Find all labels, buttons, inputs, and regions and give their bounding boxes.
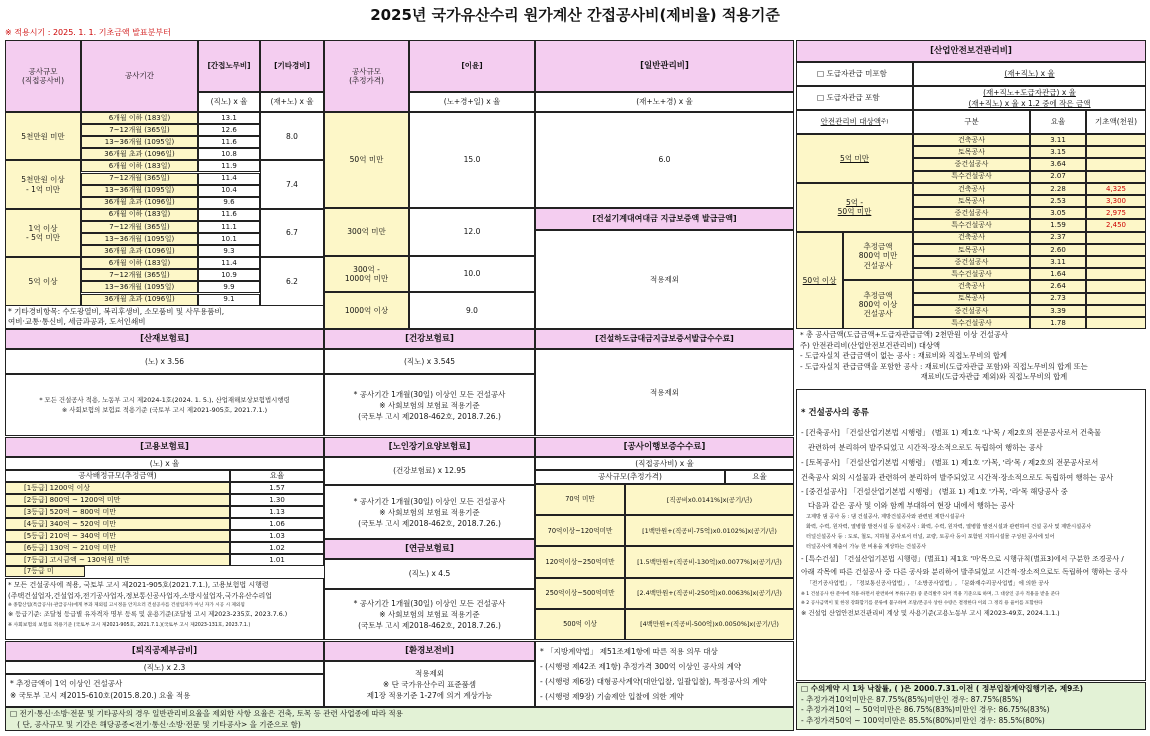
employment-grade-cell: [7등급] 고시금액 ~ 130억원 미만 — [5, 554, 230, 566]
period-cell: 7~12개월 (365일) — [81, 124, 198, 136]
construction-type-line: 건축공사 외의 시설물과 관련하여 분리하여 발주되었고 시간적·장소적으로도 독립하여 행하는 공사 — [801, 472, 1114, 482]
employment-insurance-formula: (노) x 율 — [5, 457, 324, 470]
other-rate-cell: 6.7 — [260, 209, 324, 257]
period-cell: 13~36개월 (1095일) — [81, 281, 198, 293]
employment-grade-cell: [5등급] 210억 ~ 340억 미만 — [5, 530, 230, 542]
safety-rate-cell: 3.05 — [1030, 207, 1086, 219]
page-title: 2025년 국가유산수리 원가계산 간접공사비(제비율) 적용기준 — [370, 6, 780, 24]
safety-rate-cell: 3.15 — [1030, 146, 1086, 158]
profit-row-rate: 9.0 — [409, 292, 535, 329]
footer-line: ( 단, 공사규모 및 기간은 해당공종<전기·통신·소방·전문 및 기타공사> 을 기준으로 함) — [10, 719, 301, 729]
period-cell: 7~12개월 (365일) — [81, 221, 198, 233]
safety-subscale-cell: 추정금액 800억 이상 건설공사 — [843, 280, 913, 329]
labor-rate-cell: 9.9 — [198, 281, 260, 293]
labor-rate-cell: 11.1 — [198, 221, 260, 233]
employment-header-scale: 공사배정규모(추정금액) — [5, 470, 230, 482]
period-header: 공사기간 — [81, 40, 198, 112]
safety-management-section — [796, 40, 1146, 329]
profit-row-rate: 15.0 — [409, 112, 535, 208]
construction-type-line: 다음과 같은 공사 및 이와 함께 부대하여 현장 내에서 행하는 공사 — [801, 500, 1015, 510]
safety-type-cell: 특수건설공사 — [913, 317, 1030, 329]
employment-note: ※ 사회보험의 보험료 적용기준 (국토부 고시 제2021-905호, 2021.7.1.)(국토부 고시 제2023-131호, 2023.7.1.) — [8, 622, 251, 628]
profit-formula: (노+경+일) x 율 — [409, 92, 535, 112]
other-header: [기타경비] — [260, 40, 324, 92]
profit-row-scale: 1000억 이상 — [324, 292, 409, 329]
employment-rate-cell: 1.02 — [230, 542, 324, 554]
safety-type-cell: 중건설공사 — [913, 305, 1030, 317]
negotiated-contract-note — [796, 682, 1146, 730]
period-cell: 13~36개월 (1095일) — [81, 185, 198, 197]
safety-rate-header: 요율 — [1030, 110, 1086, 134]
other-expense-note: * 기타경비항목: 수도광열비, 복리후생비, 소모품비 및 사무용품비, 여비·교통·통신비, 세금과공과, 도서인쇄비 — [5, 305, 324, 329]
employment-note: (주택건설업자,건설업자,전기공사업자,정보통신공사업자,소방시설업자,국가유산수리업 — [8, 591, 273, 600]
employment-grade-cell: [3등급] 520억 ~ 800억 미만 — [5, 506, 230, 518]
construction-type-line: 관련하여 분리하여 발주되었고 시간적·장소적으로도 독립하여 행하는 공사 — [801, 442, 1043, 452]
environment-header: [환경보전비] — [324, 641, 535, 661]
construction-type-line: - [특수건설] 「건설산업기본법 시행령」(별표1) 제1호 '마'목으로 시행규칙(별표3)에서 구분한 조경공사 / — [801, 554, 1124, 563]
period-cell: 7~12개월 (365일) — [81, 173, 198, 185]
guarantee-rate-cell: [1.5백만원+(직공비-130억)x0.0077%]x(공기/년) — [625, 546, 794, 577]
employment-grade-cell: [1등급] 1200억 이상 — [5, 482, 230, 494]
guarantee-header-scale: 공사규모(추정가격) — [535, 470, 725, 484]
special-note: - (시행령 제42조 제1항) 추정가격 300억 이상인 공사의 계약 — [540, 662, 742, 671]
safety-type-cell: 특수건설공사 — [913, 171, 1030, 183]
safety-base-cell — [1086, 232, 1146, 244]
safety-rate-cell: 2.64 — [1030, 280, 1086, 292]
profit-row-rate: 12.0 — [409, 208, 535, 256]
safety-base-cell — [1086, 268, 1146, 280]
elderly-care-insurance-formula: (건강보험료) x 12.95 — [324, 457, 535, 485]
scale-cell: 5천만원 이상 - 1억 미만 — [5, 160, 81, 208]
machine-guarantee-value: 적용제외 — [535, 230, 794, 329]
special-contract-notes — [535, 641, 794, 707]
labor-rate-cell: 13.1 — [198, 112, 260, 124]
labor-other-table — [5, 40, 324, 326]
employment-header-rate: 요율 — [230, 470, 324, 482]
labor-rate-cell: 11.9 — [198, 160, 260, 172]
general-admin-header: [일반관리비] — [535, 40, 794, 92]
safety-type-cell: 특수건설공사 — [913, 268, 1030, 280]
construction-type-line: - [토목공사] 「건설산업기본법 시행령」 (별표 1) 제1호 '가목, '라'목 / 제2호의 전문공사로서 — [801, 457, 1099, 467]
profit-row-rate: 10.0 — [409, 256, 535, 292]
employment-grade-cell: [4등급] 340억 ~ 520억 미만 — [5, 518, 230, 530]
safety-rate-cell: 3.11 — [1030, 256, 1086, 268]
safety-rate-cell: 2.28 — [1030, 183, 1086, 195]
guarantee-scale-cell: 70억이상~120억미만 — [535, 515, 625, 546]
labor-rate-cell: 10.8 — [198, 148, 260, 160]
employment-insurance-notes — [5, 578, 324, 640]
employment-rate-cell: 1.57 — [230, 482, 324, 494]
construction-type-title: * 건설공사의 종류 — [801, 408, 869, 418]
safety-note: 주) 안전관리비(산업안전보건관리비) 대상액 — [800, 340, 941, 350]
guarantee-rate-cell: [1백만원+(직공비-75억)x0.0102%]x(공기/년) — [625, 515, 794, 546]
profit-row-scale: 300억 - 1000억 미만 — [324, 256, 409, 292]
construction-type-line: 화력, 수력, 원자력, 열병합 발전시설 등 설치공사 : 화력, 수력, 원자력, 열병합 발전시설과 관련하여 건설 공사 및 제반시설공사 — [801, 523, 1092, 530]
retirement-fund-formula: (직노) x 2.3 — [5, 661, 324, 674]
employment-rate-cell: 1.13 — [230, 506, 324, 518]
scale-cell: 5천만원 미만 — [5, 112, 81, 160]
footer-note — [5, 707, 794, 731]
guarantee-rate-cell: [2.4백만원+(직공비-250억)x0.0063%]x(공기/년) — [625, 578, 794, 609]
safety-note: - 도급자실치 관급금액이 없는 공사 : 재료비와 직접노무비의 합계 — [800, 351, 1007, 360]
safety-rate-cell: 3.11 — [1030, 134, 1086, 146]
special-note: - (시행령 제9장) 기술제안 입찰에 의한 계약 — [540, 692, 684, 701]
contract-note-line: - 추정가격10억 ~ 50억미만은 86.75%(83%)미만인 경우: 86.75%(83%) — [801, 705, 1050, 714]
performance-guarantee-formula: (직접공사비) x 율 — [535, 457, 794, 470]
construction-type-section — [796, 389, 1146, 681]
general-admin-formula: (재+노+경) x 율 — [535, 92, 794, 112]
safety-base-cell: 4,325 — [1086, 183, 1146, 195]
safety-rate-cell: 2.53 — [1030, 195, 1086, 207]
construction-type-line: ※ 1 건설공사 한 분야에 적용·하면서 관련하여 부류(구분) 중 분리발주 되어 적용 기준으로 하며, 그 대상인 공사 적용을 받을 준다 — [801, 591, 1060, 597]
labor-rate-cell: 10.9 — [198, 269, 260, 281]
safety-rate-cell: 2.60 — [1030, 244, 1086, 256]
employment-rate-cell: 1.06 — [230, 518, 324, 530]
scale-cell: 1억 이상 - 5억 미만 — [5, 209, 81, 257]
safety-subscale-cell: 추정금액 800억 미만 건설공사 — [843, 232, 913, 281]
safety-rate-cell: 2.37 — [1030, 232, 1086, 244]
safety-base-cell — [1086, 305, 1146, 317]
retirement-fund-header: [퇴직공제부금비] — [5, 641, 324, 661]
other-rate-cell: 8.0 — [260, 112, 324, 160]
safety-rate-cell: 3.64 — [1030, 158, 1086, 170]
elderly-care-insurance-header: [노인장기요양보험료] — [324, 437, 535, 457]
safety-type-cell: 중건설공사 — [913, 158, 1030, 170]
safety-base-cell — [1086, 293, 1146, 305]
labor-rate-cell: 10.1 — [198, 233, 260, 245]
safety-option-included: □ 도급자관급 포함 — [796, 86, 913, 110]
safety-type-cell: 건축공사 — [913, 280, 1030, 292]
employment-note: ※ 등급기준: 조달청 등급별 유자격자 명부 등록 및 운용기준(조달청 고시 제2023-235호, 2023.7.6.) — [8, 611, 288, 618]
elderly-care-insurance-note: * 공사기간 1개월(30일) 이상인 모든 건설공사 ※ 사회보험의 보험료 적용기준 (국토부 고시 제2018-462호, 2018.7.26.) — [324, 485, 535, 539]
profit-header: [이윤] — [409, 40, 535, 92]
employment-grade-cell: [6등급] 130억 ~ 210억 미만 — [5, 542, 230, 554]
safety-base-cell — [1086, 317, 1146, 329]
safety-type-header: 구분 — [913, 110, 1030, 134]
safety-type-cell: 중건설공사 — [913, 207, 1030, 219]
employment-rate-cell: 1.01 — [230, 554, 324, 566]
guarantee-rate-cell: [4백만원+(직공비-500억)x0.0050%]x(공기/년) — [625, 609, 794, 640]
guarantee-scale-cell: 250억이상~500억미만 — [535, 578, 625, 609]
safety-base-cell — [1086, 134, 1146, 146]
profit-row-scale: 300억 미만 — [324, 208, 409, 256]
other-formula: (재+노) x 율 — [260, 92, 324, 112]
accident-insurance-formula: (노) x 3.56 — [5, 349, 324, 374]
labor-rate-cell: 11.6 — [198, 136, 260, 148]
safety-note: * 총 공사금액(도급금액+도급자관급금액) 2천만원 이상 건설공사 — [800, 330, 1008, 339]
employment-grade-cell: [2등급] 800억 ~ 1200억 미만 — [5, 494, 230, 506]
contract-note-line: - 추정가격10억미만은 87.75%(85%)미만인 경우: 87.75%(85%) — [801, 694, 1022, 704]
general-admin-rate: 6.0 — [535, 112, 794, 208]
labor-rate-cell: 9.6 — [198, 197, 260, 209]
safety-base-cell: 2,975 — [1086, 207, 1146, 219]
labor-rate-cell: 12.6 — [198, 124, 260, 136]
contract-note-line: - 추정가격50억 ~ 100억미만은 85.5%(80%)미만인 경우: 85.5%(80%) — [801, 715, 1045, 725]
construction-type-line: 터널공사에 제출이 가능 한 비용을 계상하는 건설공사 — [801, 543, 927, 550]
safety-note: - 도급자실치 관급금액을 포함한 공사 : 재료비(도급자관급 포함)와 직접노무비의 합계 또는 — [800, 361, 1088, 371]
safety-header: [산업안전보건관리비] — [796, 40, 1146, 62]
construction-type-line: ※ 2 공사금액이 및 한경 강화합기를 분류에 불구하여 조달/본공사 상한 수량은 결정한다 이외 그 정리 용 율어를 포함한다 — [801, 600, 1043, 606]
other-rate-cell: 6.2 — [260, 257, 324, 305]
safety-scale-cell: 5억 미만 — [796, 134, 913, 183]
employment-rate-cell: 1.03 — [230, 530, 324, 542]
period-cell: 6개월 이하 (183일) — [81, 257, 198, 269]
safety-base-cell — [1086, 244, 1146, 256]
construction-type-line: 터널신설공사 등 : 도로, 철도, 지하철 공사로서 터널, 교량, 토공사 등이 포함된 지하시설물 구성된 공사에 있어 — [801, 533, 1055, 540]
period-cell: 36개월 초과 (1096일) — [81, 245, 198, 257]
apply-date-note: ※ 적용시기 : 2025. 1. 1. 기초금액 발표분부터 — [5, 28, 171, 37]
safety-base-cell — [1086, 256, 1146, 268]
health-insurance-note: * 공사기간 1개월(30일) 이상인 모든 건설공사 ※ 사회보험의 보험료 적용기준 (국토부 고시 제2018-462호, 2018.7.26.) — [324, 374, 535, 436]
footer-line: □ 전기·통신·소방·전문 및 기타공사의 경우 일반관리비요율을 제외한 사항 요율은 건축, 토목 등 관련 사업종에 따라 적용 — [10, 709, 403, 718]
safety-type-cell: 건축공사 — [913, 134, 1030, 146]
employment-note: ※ 종합산업(특급공사)·관급공사(에게 부과 제외됨 고시정을 안지으러 건설공사를 건설업자가 아닌 자가 시공 시 제외됨 — [8, 603, 245, 608]
employment-note: * 모든 건설공사에 적용, 국토부 고시 제2021-905호(2021.7.1.), 고용보험법 시행령 — [8, 581, 269, 589]
labor-formula: (직노) x 율 — [198, 92, 260, 112]
other-rate-cell: 7.4 — [260, 160, 324, 208]
safety-scale-cell: 5억 - 50억 미만 — [796, 183, 913, 232]
guarantee-header-rate: 요율 — [725, 470, 794, 484]
safety-type-cell: 특수건설공사 — [913, 219, 1030, 231]
employment-grade-cell: [7등급 미 — [5, 566, 85, 577]
construction-type-line: 아래 각목에 따른 건설공사 중 다른 공사와 분리하여 발주되었고 시간적·장소적으로도 독립하여 행하는 공사 — [801, 567, 1128, 576]
accident-insurance-header: [산재보험료] — [5, 329, 324, 349]
safety-type-cell: 토목공사 — [913, 244, 1030, 256]
special-note: * 「지방계약법」 제51조제1항에 따른 적용 의무 대상 — [540, 647, 718, 656]
labor-rate-cell: 9.3 — [198, 245, 260, 257]
period-cell: 36개월 초과 (1096일) — [81, 197, 198, 209]
pension-insurance-note: * 공사기간 1개월(30일) 이상인 모든 건설공사 ※ 사회보험의 보험료 적용기준 (국토부 고시 제2018-462호, 2018.7.26.) — [324, 589, 535, 640]
labor-rate-cell: 11.6 — [198, 209, 260, 221]
guarantee-scale-cell: 120억이상~250억미만 — [535, 546, 625, 577]
guarantee-scale-cell: 500억 이상 — [535, 609, 625, 640]
contract-note-title: □ 수의계약 시 1차 낙찰률, ( )은 2000.7.31.이전 ( 정부입찰계약집행기준, 제9조) — [801, 684, 1083, 693]
employment-rate-cell: 1.30 — [230, 494, 324, 506]
subcontract-fee-header: [건설하도급대금지급보증서발급수수료] — [535, 329, 794, 349]
safety-rate-cell: 1.64 — [1030, 268, 1086, 280]
safety-type-cell: 중건설공사 — [913, 256, 1030, 268]
labor-rate-cell: 11.4 — [198, 257, 260, 269]
labor-rate-cell: 11.4 — [198, 173, 260, 185]
guarantee-rate-cell: [직공비x0.0141%]x(공기/년) — [625, 484, 794, 515]
period-cell: 7~12개월 (365일) — [81, 269, 198, 281]
safety-scale-cell: 50억 이상 — [796, 232, 843, 330]
machine-guarantee-header: [건설기계대여대금 지급보증액 발급금액] — [535, 208, 794, 230]
safety-type-cell: 토목공사 — [913, 293, 1030, 305]
safety-base-cell — [1086, 280, 1146, 292]
safety-base-cell: 2,450 — [1086, 219, 1146, 231]
scale-header: 공사규모 (직접공사비) — [5, 40, 81, 112]
safety-option-included-formula: (재+직노+도급자관급) x 율 (재+직노) x 율 x 1.2 중에 작은 금액 — [913, 86, 1146, 110]
period-cell: 6개월 이하 (183일) — [81, 112, 198, 124]
safety-base-cell — [1086, 171, 1146, 183]
period-cell: 13~36개월 (1095일) — [81, 136, 198, 148]
safety-option-excluded-formula: (재+직노) x 율 — [913, 62, 1146, 86]
labor-rate-cell: 10.4 — [198, 185, 260, 197]
period-cell: 6개월 이하 (183일) — [81, 160, 198, 172]
safety-option-excluded: □ 도급자관급 미포함 — [796, 62, 913, 86]
performance-guarantee-header: [공사이행보증수수료] — [535, 437, 794, 457]
safety-rate-cell: 3.39 — [1030, 305, 1086, 317]
construction-type-line: - [건축공사] 「건설산업기본법 시행령」 (별표 1) 제1호 '나'목 / 제2호의 전문공사로서 건축물 — [801, 427, 1102, 437]
labor-rate-cell: 9.1 — [198, 294, 260, 306]
health-insurance-formula: (직노) x 3.545 — [324, 349, 535, 374]
safety-target-header: 안전관리비 대상액 주) — [796, 110, 913, 134]
health-insurance-header: [건강보험료] — [324, 329, 535, 349]
period-cell: 36개월 초과 (1096일) — [81, 148, 198, 160]
safety-notes — [796, 329, 1146, 389]
safety-type-cell: 토목공사 — [913, 146, 1030, 158]
safety-rate-cell: 2.73 — [1030, 293, 1086, 305]
guarantee-scale-cell: 70억 미만 — [535, 484, 625, 515]
construction-type-line: - [중건설공사] 「건설산업기본법 시행령」 (별표 1) 제1호 '가목, '라'목 해당공사 중 — [801, 486, 1068, 496]
scale-cell: 5억 이상 — [5, 257, 81, 305]
safety-rate-cell: 1.59 — [1030, 219, 1086, 231]
pension-insurance-formula: (직노) x 4.5 — [324, 559, 535, 589]
employment-insurance-header: [고용보험료] — [5, 437, 324, 457]
labor-header: [간접노무비] — [198, 40, 260, 92]
safety-note: 재료비(도급자관급 제외)와 직접노무비의 합계 — [800, 372, 1068, 381]
safety-type-cell: 건축공사 — [913, 232, 1030, 244]
safety-type-cell: 건축공사 — [913, 183, 1030, 195]
retirement-fund-notes — [5, 674, 324, 707]
accident-insurance-note: * 모든 건설공사 적용, 노동부 고시 제2024-1호(2024. 1. 5.), 산업재해보상보험법시행령 ※ 사회보험의 보험료 적용기준 (국토부 고시 제2021-905호, 2021.7.1.) — [5, 374, 324, 436]
safety-rate-cell: 2.07 — [1030, 171, 1086, 183]
profit-scale-header: 공사규모 (추정가격) — [324, 40, 409, 112]
retirement-note: ※ 국토부 고시 제2015-610호(2015.8.20.) 요율 적용 — [10, 691, 191, 700]
construction-type-line: 「전기공사업법」, 「정보통신공사업법」, 「소방공사업법」, 「문화재수리공사업법」에 의한 공사 — [801, 580, 1050, 587]
special-note: - (시행령 제6장) 대형공사계약(대안입찰, 일괄입찰), 특정공사의 계약 — [540, 677, 767, 686]
safety-type-cell: 토목공사 — [913, 195, 1030, 207]
safety-base-cell — [1086, 146, 1146, 158]
retirement-note: * 추정금액이 1억 이상인 건설공사 — [10, 679, 123, 688]
profit-table — [324, 40, 535, 326]
safety-base-cell: 3,300 — [1086, 195, 1146, 207]
pension-insurance-header: [연금보험료] — [324, 539, 535, 559]
construction-type-line: ※ 건설업 산업안전보건관리비 계상 및 사용기준(고용노동부 고시 제2023-49호, 2024.1.1.) — [801, 608, 1060, 617]
profit-row-scale: 50억 미만 — [324, 112, 409, 208]
period-cell: 6개월 이하 (183일) — [81, 209, 198, 221]
subcontract-fee-value: 적용제외 — [535, 349, 794, 436]
environment-value: 적용제외 ※ 단 국가유산수리 표준품셈 제1장 적용기준 1-27에 의거 계상가능 — [324, 661, 535, 707]
safety-rate-cell: 1.78 — [1030, 317, 1086, 329]
period-cell: 13~36개월 (1095일) — [81, 233, 198, 245]
construction-type-line: 고제방 댐 공사 등 : 댐 건설공사, 제방건설공사와 관련된 제반시설공사 — [801, 513, 965, 520]
period-cell: 36개월 초과 (1096일) — [81, 294, 198, 306]
safety-base-cell — [1086, 158, 1146, 170]
safety-base-header: 기초액(천원) — [1086, 110, 1146, 134]
